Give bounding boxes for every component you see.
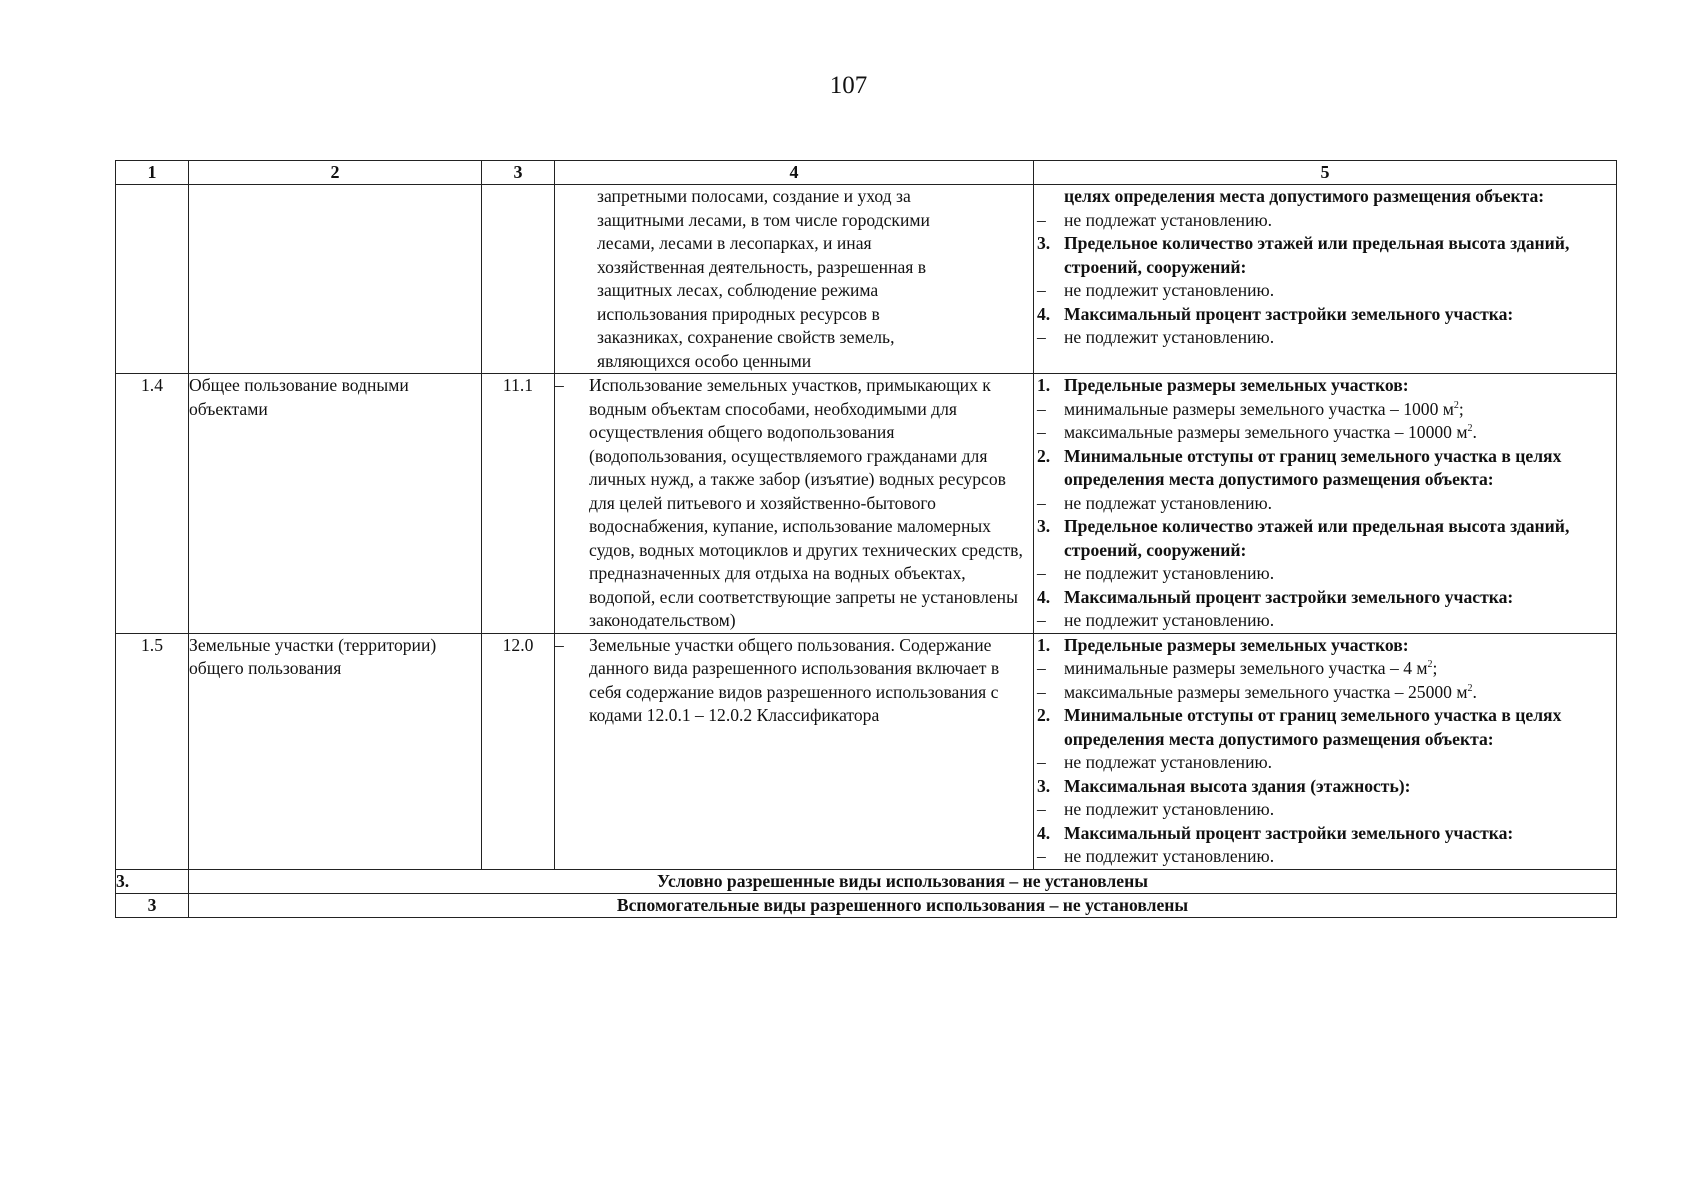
requirement-marker: 3. bbox=[1037, 516, 1051, 536]
requirement-text bbox=[1064, 303, 1616, 327]
requirement-text bbox=[1064, 209, 1616, 233]
column-header: 5 bbox=[1034, 161, 1617, 185]
table-row bbox=[116, 374, 1617, 634]
column-header: 2 bbox=[189, 161, 482, 185]
requirements-list bbox=[1034, 185, 1616, 350]
requirements-list bbox=[1034, 634, 1616, 869]
zoning-table bbox=[115, 160, 1617, 918]
description-line: защитными лесами, в том числе городскими bbox=[597, 209, 930, 230]
section-number: 3 bbox=[116, 893, 189, 917]
requirement-text-main: не подлежит установлению. bbox=[1064, 799, 1275, 819]
section-title: Вспомогательные виды разрешенного использования – не установлены bbox=[189, 893, 1617, 917]
requirement-item bbox=[1034, 751, 1616, 775]
unit-exponent: 2 bbox=[1467, 423, 1473, 435]
unit-exponent: 2 bbox=[1453, 399, 1459, 411]
requirement-text-main: Предельные размеры земельных участков: bbox=[1064, 634, 1409, 655]
requirement-marker: 4. bbox=[1037, 303, 1051, 324]
requirement-marker: 4. bbox=[1037, 586, 1051, 607]
requirement-text bbox=[1064, 822, 1616, 846]
requirement-text-main: не подлежит установлению. bbox=[1064, 563, 1275, 583]
requirement-item bbox=[1034, 845, 1616, 869]
requirement-marker: – bbox=[1037, 209, 1046, 230]
requirement-text-main: Минимальные отступы от границ земельного участка в целях определения места допустимого размещения объекта: bbox=[1064, 705, 1562, 749]
description-line: защитных лесах, соблюдение режима bbox=[597, 280, 879, 300]
requirement-item bbox=[1034, 421, 1616, 445]
requirement-text bbox=[1064, 445, 1616, 492]
description-line: заказниках, сохранение свойств земель, bbox=[597, 327, 895, 347]
requirement-marker: 2. bbox=[1037, 445, 1051, 466]
requirement-marker: 4. bbox=[1037, 822, 1051, 843]
requirement-text-main: не подлежат установлению. bbox=[1064, 492, 1273, 513]
requirement-text bbox=[1064, 586, 1616, 610]
requirement-text-main: максимальные размеры земельного участка – 10000 м bbox=[1064, 422, 1468, 442]
table-header-row bbox=[116, 161, 1617, 185]
row-name: Общее пользование водными объектами bbox=[189, 374, 482, 634]
section-title: Условно разрешенные виды использования – не установлены bbox=[189, 869, 1617, 893]
description-text: Земельные участки общего пользования. Содержание данного вида разрешенного использования включает в себя содержание видов разрешенного использования с кодами 12.0.1 – 12.0.2 Классификатора bbox=[589, 634, 1000, 725]
description-text: Использование земельных участков, примыкающих к водным объектам способами, необходимыми для осуществления общего водопользования (водопользования, осуществляемого гражданами для личных нужд, а также забор (изъятие) водных ресурсов для целей питьевого и хозяйственно-бытового водоснабжения, купание, использование маломерных судов, водных мотоциклов и других технических средств, предназначенных для отдыха на водных объектах, водопой, если соответствующие запреты не установлены законодательством) bbox=[589, 375, 1023, 630]
requirement-text bbox=[1064, 326, 1616, 350]
requirement-item bbox=[1034, 609, 1616, 633]
requirement-text bbox=[1064, 634, 1616, 658]
requirement-item bbox=[1034, 185, 1616, 209]
description-line: хозяйственная деятельность, разрешенная в bbox=[597, 256, 927, 277]
requirement-text-main: не подлежит установлению. bbox=[1064, 846, 1275, 866]
requirement-text bbox=[1064, 185, 1616, 209]
requirement-text bbox=[1064, 845, 1616, 869]
requirement-item bbox=[1034, 586, 1616, 610]
requirement-item bbox=[1034, 232, 1616, 279]
requirement-item bbox=[1034, 209, 1616, 233]
dash-marker: – bbox=[555, 375, 564, 395]
requirement-marker: – bbox=[1037, 610, 1046, 630]
requirement-text-tail: ; bbox=[1432, 658, 1438, 678]
requirement-text-main: не подлежат установлению. bbox=[1064, 752, 1273, 772]
requirement-text-tail: . bbox=[1472, 422, 1477, 442]
requirement-item bbox=[1034, 775, 1616, 799]
requirement-marker: – bbox=[1037, 327, 1046, 347]
requirement-text-tail: . bbox=[1472, 681, 1477, 702]
requirement-item bbox=[1034, 374, 1616, 398]
table-row bbox=[116, 633, 1617, 869]
row-number: 1.5 bbox=[116, 633, 189, 869]
requirement-marker: – bbox=[1037, 422, 1046, 442]
requirement-marker: 1. bbox=[1037, 375, 1051, 395]
requirement-item bbox=[1034, 492, 1616, 516]
requirement-text-main: не подлежат установлению. bbox=[1064, 209, 1273, 230]
requirement-item bbox=[1034, 562, 1616, 586]
requirement-marker bbox=[1034, 185, 1064, 209]
requirement-text bbox=[1064, 374, 1616, 398]
requirement-text-main: Максимальный процент застройки земельного участка: bbox=[1064, 822, 1514, 843]
requirement-text-main: не подлежит установлению. bbox=[1064, 280, 1275, 300]
cell-name bbox=[189, 185, 482, 374]
requirement-text bbox=[1064, 492, 1616, 516]
column-header: 1 bbox=[116, 161, 189, 185]
requirement-marker: – bbox=[1037, 658, 1046, 678]
requirement-text bbox=[1064, 751, 1616, 775]
description-line: лесами, лесами в лесопарках, и иная bbox=[597, 233, 872, 253]
requirement-marker: – bbox=[1037, 492, 1046, 513]
requirement-text-main: не подлежит установлению. bbox=[1064, 610, 1275, 630]
requirement-text-tail: ; bbox=[1458, 398, 1464, 419]
requirement-text-main: Предельное количество этажей или предельная высота зданий, строений, сооружений: bbox=[1064, 516, 1570, 560]
requirement-text bbox=[1064, 232, 1616, 279]
row-name: Земельные участки (территории) общего пользования bbox=[189, 633, 482, 869]
requirement-text bbox=[1064, 681, 1616, 705]
cell-code bbox=[482, 185, 555, 374]
requirement-item bbox=[1034, 326, 1616, 350]
requirement-marker: – bbox=[1037, 398, 1046, 419]
row-code: 11.1 bbox=[482, 374, 555, 634]
cell-num bbox=[116, 185, 189, 374]
requirement-item bbox=[1034, 634, 1616, 658]
cell-requirements bbox=[1034, 633, 1617, 869]
requirement-item bbox=[1034, 798, 1616, 822]
requirement-marker: – bbox=[1037, 280, 1046, 300]
unit-exponent: 2 bbox=[1427, 659, 1433, 671]
cell-requirements bbox=[1034, 185, 1617, 374]
requirement-text bbox=[1064, 421, 1616, 445]
requirement-text-main: Минимальные отступы от границ земельного участка в целях определения места допустимого размещения объекта: bbox=[1064, 445, 1562, 489]
requirement-item bbox=[1034, 822, 1616, 846]
description-line: являющихся особо ценными bbox=[597, 350, 812, 371]
cell-description bbox=[555, 633, 1034, 869]
unit-exponent: 2 bbox=[1467, 682, 1473, 694]
requirements-list bbox=[1034, 374, 1616, 633]
table-row-continuation bbox=[116, 185, 1617, 374]
requirement-item bbox=[1034, 398, 1616, 422]
requirement-text bbox=[1064, 279, 1616, 303]
requirement-text bbox=[1064, 704, 1616, 751]
requirement-text-main: целях определения места допустимого размещения объекта: bbox=[1064, 186, 1545, 206]
requirement-marker: 3. bbox=[1037, 775, 1051, 796]
requirement-text bbox=[1064, 657, 1616, 681]
requirement-item bbox=[1034, 279, 1616, 303]
column-header: 4 bbox=[555, 161, 1034, 185]
requirement-text bbox=[1064, 562, 1616, 586]
row-code: 12.0 bbox=[482, 633, 555, 869]
description-line: использования природных ресурсов в bbox=[597, 303, 880, 324]
requirement-marker: – bbox=[1037, 681, 1046, 702]
requirement-item bbox=[1034, 681, 1616, 705]
row-number: 1.4 bbox=[116, 374, 189, 634]
requirement-text bbox=[1064, 798, 1616, 822]
column-header: 3 bbox=[482, 161, 555, 185]
requirement-text-main: Максимальный процент застройки земельного участка: bbox=[1064, 586, 1514, 607]
requirement-text-main: минимальные размеры земельного участка – 4 м bbox=[1064, 658, 1428, 678]
section-row bbox=[116, 869, 1617, 893]
requirement-text-main: не подлежит установлению. bbox=[1064, 327, 1275, 347]
cell-description bbox=[555, 185, 1034, 374]
requirement-item bbox=[1034, 657, 1616, 681]
section-row bbox=[116, 893, 1617, 917]
description-text bbox=[555, 185, 1033, 373]
requirement-text bbox=[1064, 398, 1616, 422]
requirement-text bbox=[1064, 609, 1616, 633]
cell-requirements bbox=[1034, 374, 1617, 634]
requirement-marker: – bbox=[1037, 799, 1046, 819]
requirement-text-main: Максимальный процент застройки земельного участка: bbox=[1064, 303, 1514, 324]
requirement-marker: – bbox=[1037, 846, 1046, 866]
requirement-text-main: Предельное количество этажей или предельная высота зданий, строений, сооружений: bbox=[1064, 233, 1570, 277]
requirement-text-main: Предельные размеры земельных участков: bbox=[1064, 375, 1409, 395]
description-line: запретными полосами, создание и уход за bbox=[597, 186, 911, 206]
requirement-marker: 3. bbox=[1037, 233, 1051, 253]
requirement-item bbox=[1034, 704, 1616, 751]
requirement-text-main: максимальные размеры земельного участка – 25000 м bbox=[1064, 681, 1468, 702]
section-number: 3. bbox=[116, 869, 189, 893]
requirement-marker: – bbox=[1037, 752, 1046, 772]
dash-marker: – bbox=[555, 634, 564, 655]
requirement-text bbox=[1064, 515, 1616, 562]
requirement-marker: – bbox=[1037, 563, 1046, 583]
page-number: 107 bbox=[829, 72, 868, 99]
requirement-marker: 2. bbox=[1037, 705, 1051, 725]
cell-description bbox=[555, 374, 1034, 634]
requirement-item bbox=[1034, 303, 1616, 327]
requirement-item bbox=[1034, 515, 1616, 562]
requirement-text-main: минимальные размеры земельного участка – 1000 м bbox=[1064, 398, 1454, 419]
requirement-text-main: Максимальная высота здания (этажность): bbox=[1064, 775, 1411, 796]
requirement-item bbox=[1034, 445, 1616, 492]
requirement-marker: 1. bbox=[1037, 634, 1051, 655]
requirement-text bbox=[1064, 775, 1616, 799]
